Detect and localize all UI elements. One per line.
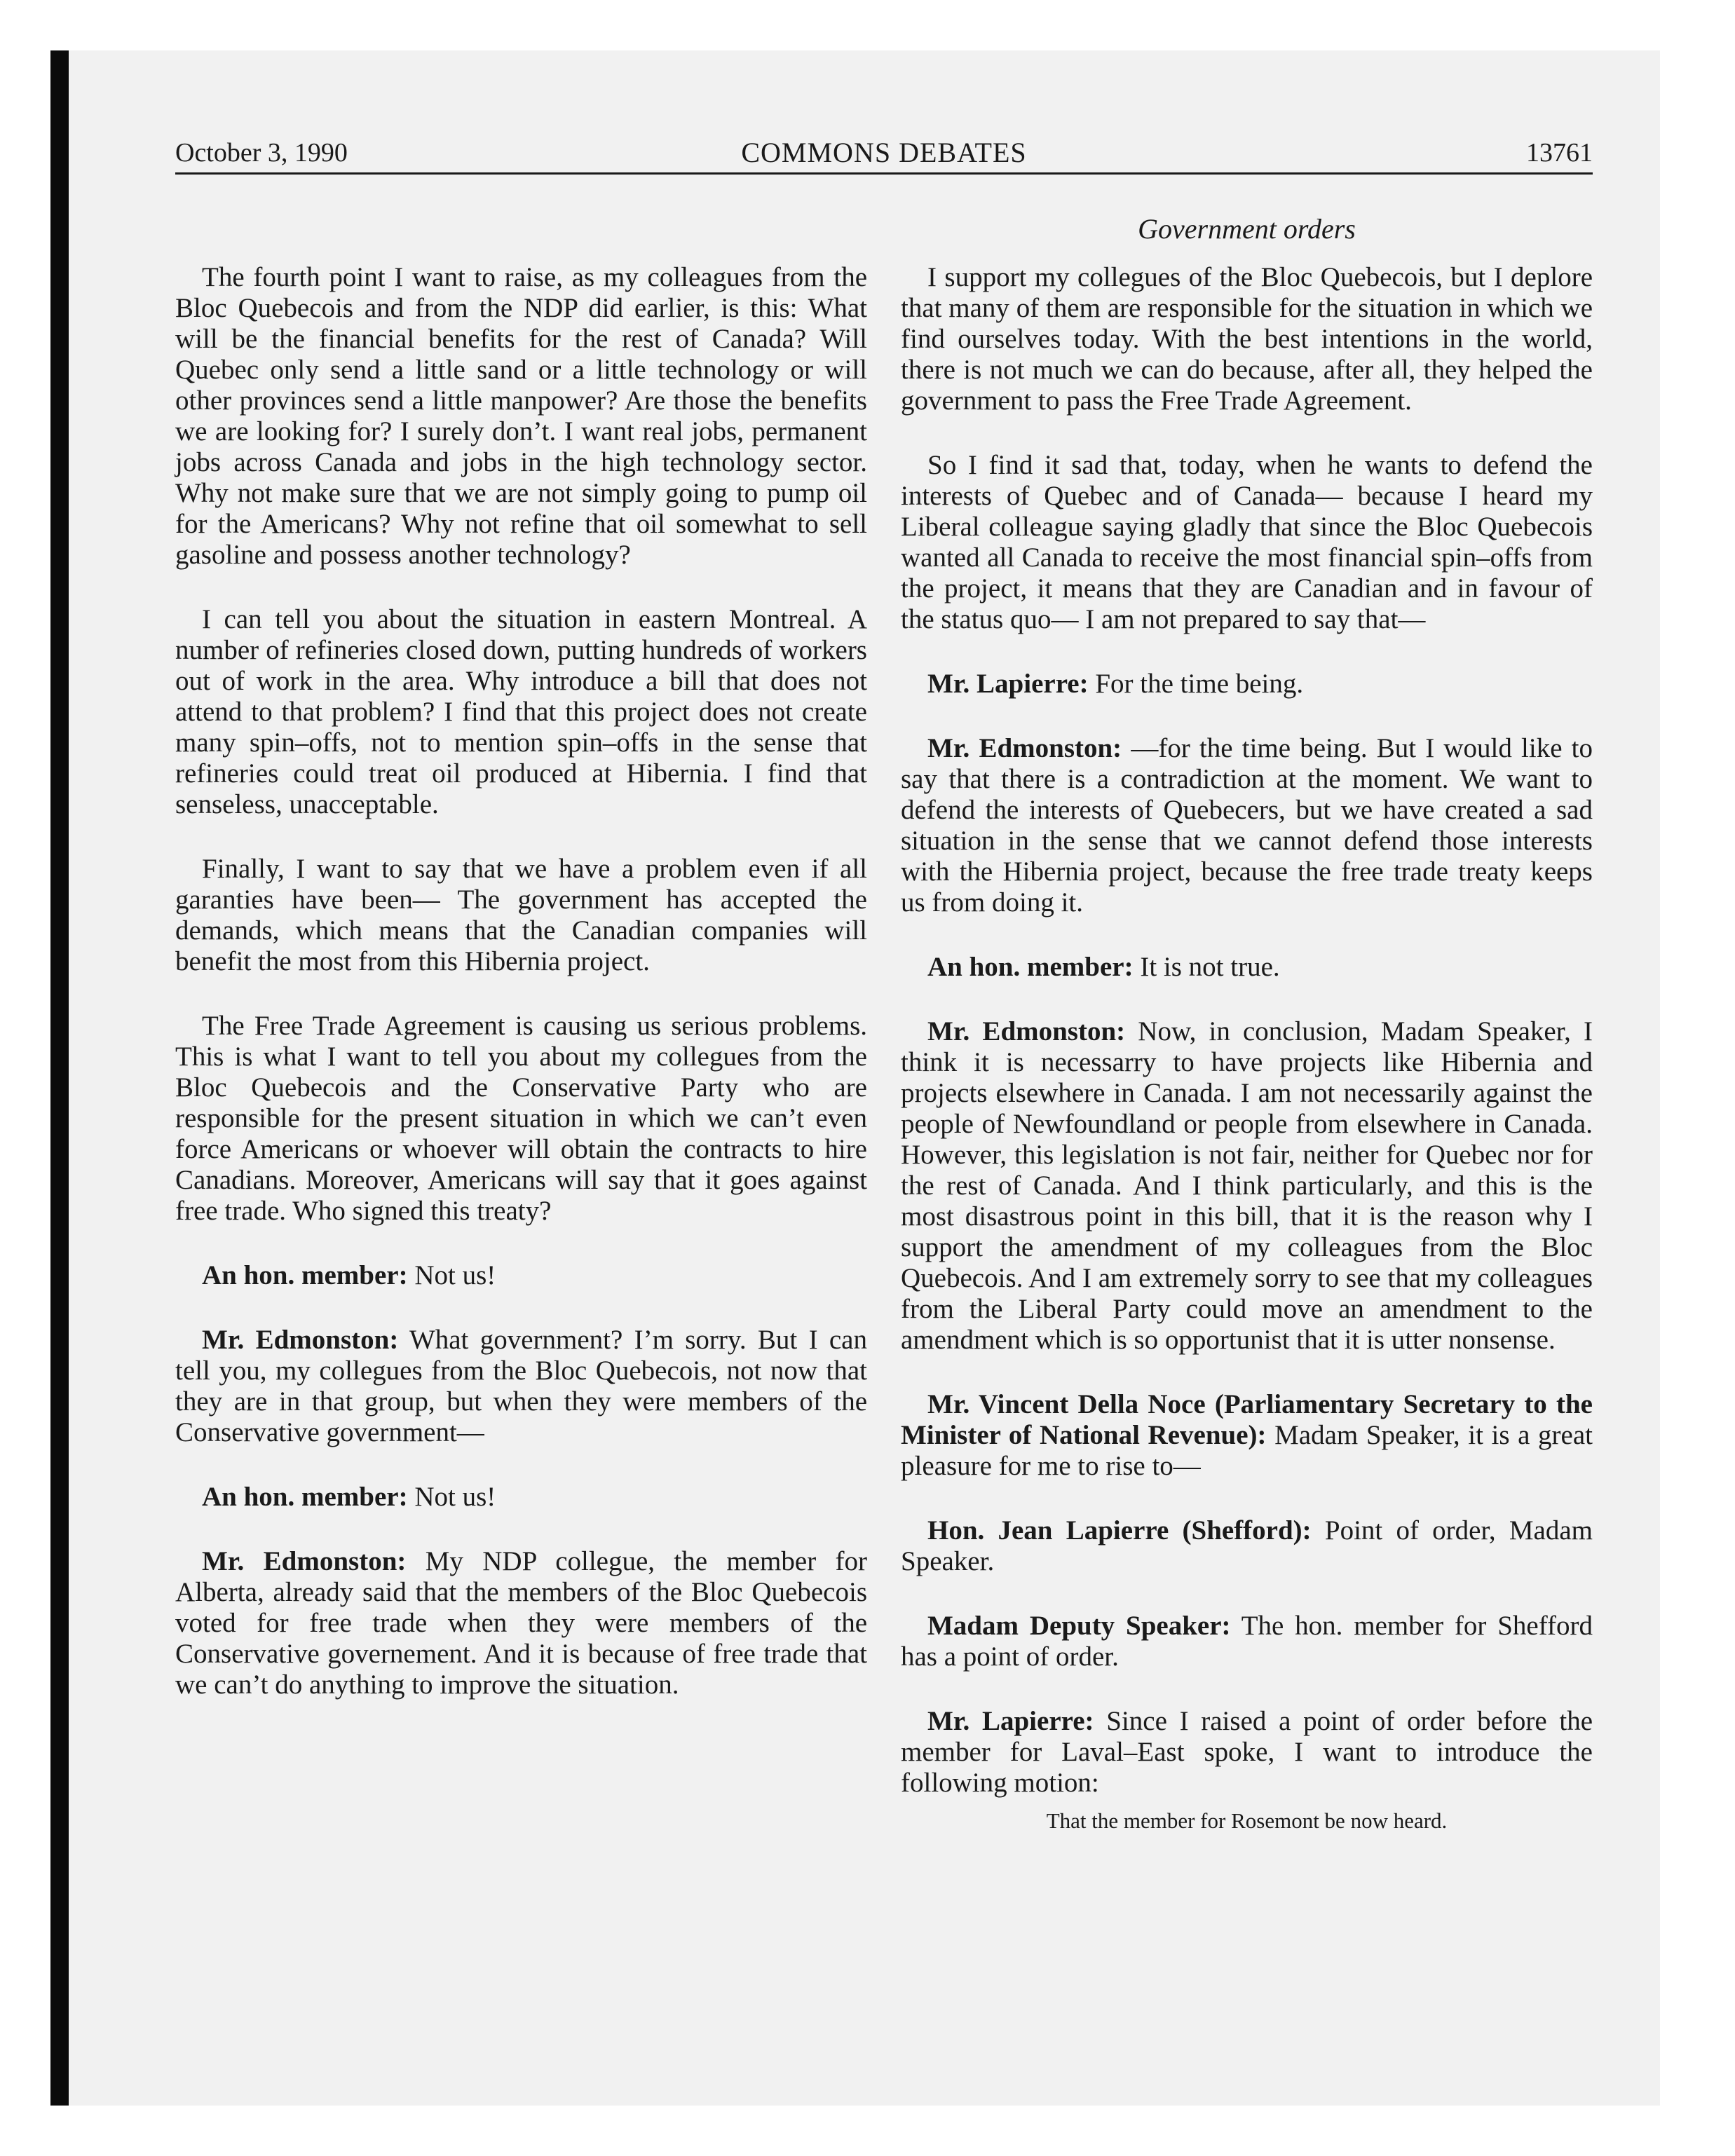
paragraph — [901, 450, 1593, 635]
paragraph-text: Not us! — [414, 1482, 496, 1512]
header-date: October 3, 1990 — [175, 138, 348, 168]
speaker-name: Mr. Vincent Della Noce (Parliamentary Secretary to the Minister of National Revenue): — [901, 1389, 1593, 1450]
paragraph — [175, 1546, 867, 1700]
paragraph — [901, 1016, 1593, 1356]
paragraph — [175, 854, 867, 977]
paragraph-text: The Free Trade Agreement is causing us serious problems. This is what I want to tell you about my collegues from the Bloc Quebecois and the Conservative Party who are responsible for the present situation in which we can’t even force Americans or whoever will obtain the contracts to hire Canadians. Moreover, Americans will say that it goes against free trade. Who signed this treaty? — [175, 1011, 867, 1226]
paragraph — [901, 1706, 1593, 1799]
paragraph — [901, 1389, 1593, 1482]
paragraph — [175, 1325, 867, 1448]
motion-text: That the member for Rosemont be now heard. — [1046, 1808, 1448, 1833]
speaker-name: An hon. member: — [927, 952, 1134, 982]
speaker-name: Mr. Edmonston: — [927, 733, 1122, 763]
paragraph-text: I support my collegues of the Bloc Quebecois, but I deplore that many of them are responsible for the situation in which we find ourselves today. With the best intentions in the world, there is not much we can do because, after all, they helped the government to pass the Free Trade Agreement. — [901, 262, 1593, 416]
paragraph-text: Not us! — [414, 1260, 496, 1290]
paragraph — [901, 1515, 1593, 1577]
speaker-name: An hon. member: — [202, 1482, 408, 1512]
speaker-name: Mr. Lapierre: — [927, 669, 1089, 699]
paragraph-text: Since I raised a point of order before the member for Laval–East spoke, I want to introduce the following motion: — [901, 1706, 1593, 1798]
paragraph-text: I can tell you about the situation in eastern Montreal. A number of refineries closed down, putting hundreds of workers out of work in the area. Why introduce a bill that does not attend to that problem? I find that this project does not create many spin–offs, not to mention spin–offs in the sense that refineries could treat oil produced at Hibernia. I find that senseless, unacceptable. — [175, 604, 867, 819]
paragraph — [901, 733, 1593, 918]
paragraph-text: Point of order, Madam Speaker. — [901, 1515, 1593, 1576]
paragraph — [175, 262, 867, 571]
paragraph — [175, 1260, 867, 1291]
paragraph-text: —for the time being. But I would like to say that there is a contradiction at the moment. We want to defend the interests of Quebecers, but we have created a sad situation in the sense that we cannot defend those interests with the Hibernia project, because the free trade treaty keeps us from doing it. — [901, 733, 1593, 917]
paragraph — [901, 262, 1593, 416]
paragraph — [175, 604, 867, 820]
paragraph-text: Madam Speaker, it is a great pleasure for me to rise to— — [901, 1420, 1593, 1481]
paragraph-text: My NDP collegue, the member for Alberta, already said that the members of the Bloc Quebecois voted for free trade when they were members of the Conservative governement. And it is because of free trade that we can’t do anything to improve the situation. — [175, 1546, 868, 1700]
paragraph-text: Now, in conclusion, Madam Speaker, I think it is necessarry to have projects like Hibernia and projects elsewhere in Canada. I am not necessarily against the people of Newfoundland or people from elsewhere in Canada. However, this legislation is not fair, neither for Quebec nor for the rest of Canada. And I think particularly, and this is the most disastrous point in this bill, that it is the reason why I support the amendment of my colleagues from the Bloc Quebecois. And I am extremely sorry to see that my colleagues from the Liberal Party could move an amendment to the amendment which is so opportunist that it is utter nonsense. — [901, 1016, 1593, 1355]
paragraph — [175, 1011, 867, 1227]
speaker-name: Mr. Edmonston: — [202, 1546, 407, 1576]
header-page-number: 13761 — [1526, 138, 1593, 168]
paragraph-text: So I find it sad that, today, when he wants to defend the interests of Quebec and of Canada— because I heard my Liberal colleague saying gladly that since the Bloc Quebecois wanted all Canada to receive the most financial spin–offs from the project, it means that they are Canadian and in favour of the status quo— I am not prepared to say that— — [901, 450, 1593, 634]
paragraph-text: The hon. member for Shefford has a point of order. — [901, 1611, 1593, 1672]
header-rule — [175, 172, 1593, 175]
paragraph-text: What government? I’m sorry. But I can tell you, my collegues from the Bloc Quebecois, not now that they are in that group, but when they were members of the Conservative government— — [175, 1325, 867, 1447]
speaker-name: Mr. Lapierre: — [927, 1706, 1094, 1736]
header-title: COMMONS DEBATES — [741, 137, 1027, 168]
speaker-name: Mr. Edmonston: — [927, 1016, 1126, 1046]
speaker-name: Mr. Edmonston: — [202, 1325, 399, 1355]
paragraph — [901, 669, 1593, 700]
section-title: Government orders — [1138, 213, 1356, 245]
paragraph — [901, 952, 1593, 983]
page-header — [175, 132, 1593, 174]
paragraph — [175, 1482, 867, 1513]
paragraph-text: For the time being. — [1095, 669, 1304, 699]
paragraph-text: It is not true. — [1140, 952, 1280, 982]
speaker-name: An hon. member: — [202, 1260, 408, 1290]
left-column — [175, 262, 867, 1734]
speaker-name: Hon. Jean Lapierre (Shefford): — [927, 1515, 1312, 1546]
paragraph — [901, 1611, 1593, 1672]
paragraph-text: The fourth point I want to raise, as my colleagues from the Bloc Quebecois and from the NDP did earlier, is this: What will be the financial benefits for the rest of Canada? Will Quebec only send a little sand or a little technology or will other provinces send a little manpower? Are those the benefits we are looking for? I surely don’t. I want real jobs, permanent jobs across Canada and jobs in the high technology sector. Why not make sure that we are not simply going to pump oil for the Americans? Why not refine that oil somewhat to sell gasoline and possess another technology? — [175, 262, 867, 570]
right-column — [901, 262, 1593, 1869]
scan-edge — [50, 50, 69, 2106]
speaker-name: Madam Deputy Speaker: — [927, 1611, 1231, 1641]
paragraph-text: Finally, I want to say that we have a problem even if all garanties have been— The government has accepted the demands, which means that the Canadian companies will benefit the most from this Hibernia project. — [175, 854, 867, 976]
